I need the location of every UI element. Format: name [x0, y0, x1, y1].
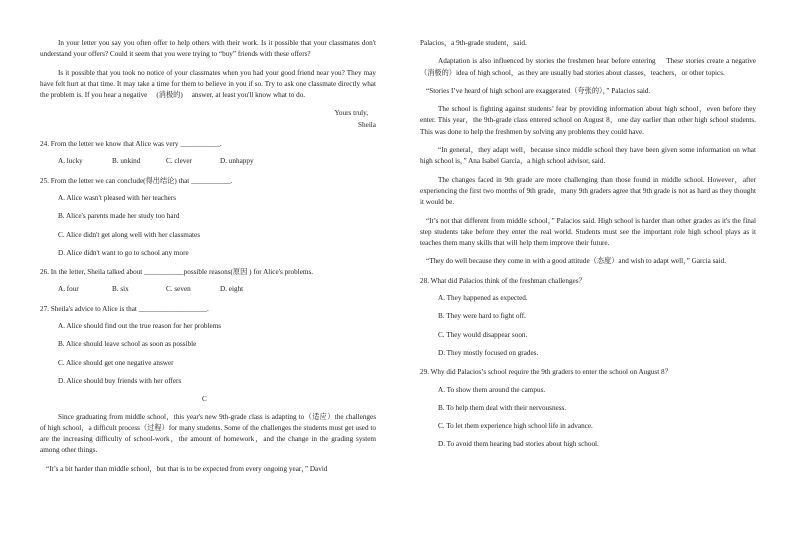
question-28: 28. What did Palacios think of the freshman challenges？	[420, 276, 586, 285]
option: D. Alice should buy friends with her offers	[58, 376, 182, 385]
section-label	[40, 394, 376, 405]
option: C. To let them experience high school life in advance.	[438, 422, 593, 431]
question-24: 24. From the letter we know that Alice was very ___________.	[40, 140, 222, 149]
letter-paragraph-1: In your letter you say you often offer to help others with their work. Is it possible that your classmates don't understand your offers? Could it seem that you were trying to “buy” friends with these offers?	[40, 39, 376, 59]
right-column	[420, 38, 756, 458]
option: A. To show them around the campus.	[438, 385, 546, 394]
option: D. Alice didn't want to go to school any more	[58, 248, 189, 257]
passage-c-paragraph-4: “Stories I’ve heard of high school are exaggerated（夸张的），” Palacios said.	[426, 86, 651, 95]
passage-c-paragraph-5: The school is fighting against students’ fear by providing information about high school，even before they enter. This year，the 9th-grade class entered school on August 8，one day earlier than other high school students. This was done to help the freshmen by solving any problems they could have.	[420, 105, 756, 136]
passage-c-paragraph-2: “It’s a bit harder than middle school，but that is to be expected from every ongoing year，” David	[46, 464, 328, 473]
option: A. Alice should find out the true reason for her problems	[58, 322, 222, 331]
option: C. Alice didn't get along well with her classmates	[58, 230, 201, 239]
letter-signature: Sheila	[358, 120, 376, 129]
option: D. They mostly focused on grades.	[438, 348, 539, 357]
option: A. four	[58, 285, 79, 294]
passage-c-paragraph-8: “It’s not that different from middle school，” Palacios said. High school is harder than other grades as it's the final step students take before they enter the real world. Students must see the important role high school plays as it teaches them many skills that will help them improve their future.	[420, 216, 756, 248]
option: B. Alice should leave school as soon as possible	[58, 340, 197, 349]
option: B. six	[112, 285, 129, 294]
left-column	[40, 38, 376, 482]
question-26-options	[58, 284, 376, 295]
option: C. clever	[166, 157, 192, 166]
question-29: 29. Why did Palacios’s school require the 9th graders to enter the school on August 8？	[420, 368, 672, 377]
option: D. eight	[220, 285, 244, 294]
option: D. unhappy	[220, 157, 254, 166]
option: A. Alice wasn't pleased with her teachers	[58, 193, 177, 202]
passage-c-paragraph-7: The changes faced in 9th grade are more challenging than those found in middle school. However，after experiencing the first two months of 9th grade，many 9th graders agree that 9th grade is not as hard as they thought it would be.	[420, 175, 756, 207]
passage-c-paragraph-9: “They do well because they come in with a good attitude（态度）and wish to adapt well，” Garcia said.	[426, 257, 726, 266]
option: D. To avoid them hearing bad stories about high school.	[438, 440, 599, 449]
passage-c-paragraph-2-cont: Palacios，a 9th-grade student，said.	[420, 39, 527, 47]
option: B. To help them deal with their nervousness.	[438, 403, 567, 412]
question-25: 25. From the letter we can conclude(得出结论) that ___________.	[40, 176, 233, 185]
option: A. They happened as expected.	[438, 294, 528, 303]
question-24-options	[58, 156, 376, 167]
passage-c-paragraph-3: Adaptation is also influenced by stories the freshmen hear before entering These stories create a negative（消极的）idea of high school，as they are usually bad stories about classes，teachers，or other topics.	[420, 57, 756, 77]
passage-c-paragraph-1: Since graduating from middle school，this year's new 9th-grade class is adapting to（适应）the challenges of high school，a difficult process（过程）for many students. Some of the challenges the students must get used to are the increasing difficulty of school-work，the amount of homework，and the change in the grading system among other things.	[40, 412, 376, 455]
option: B. unkind	[112, 157, 141, 166]
passage-c-paragraph-6: “In general，they adapt well，because since middle school they have been given some information on what high school is，” Ana Isabel Garcia，a high school advisor, said.	[420, 146, 756, 166]
section-letter: C	[202, 395, 207, 404]
option: B. They were hard to fight off.	[438, 312, 526, 321]
letter-closing: Yours truly,	[334, 109, 368, 118]
option: C. They would disappear soon.	[438, 330, 528, 339]
option: A. lucky	[58, 157, 83, 166]
option: C. seven	[166, 285, 191, 294]
option: C. Alice should get one negative answer	[58, 358, 174, 367]
letter-paragraph-2: Is it possible that you took no notice of your classmates when you had your good friend near you? They may have felt hurt at that time. It may take a time for them to believe in you if so. Try to ask one classmate directly what the problem is. If you hear a negative (消极的) answer, at least you'll know what to do.	[40, 68, 376, 100]
question-27: 27. Sheila's advice to Alice is that ___________________.	[40, 304, 209, 313]
option: B. Alice's parents made her study too hard	[58, 212, 180, 221]
question-26: 26. In the letter, Sheila talked about ___________possible reasons(原因 ) for Alice's problems.	[40, 268, 314, 277]
